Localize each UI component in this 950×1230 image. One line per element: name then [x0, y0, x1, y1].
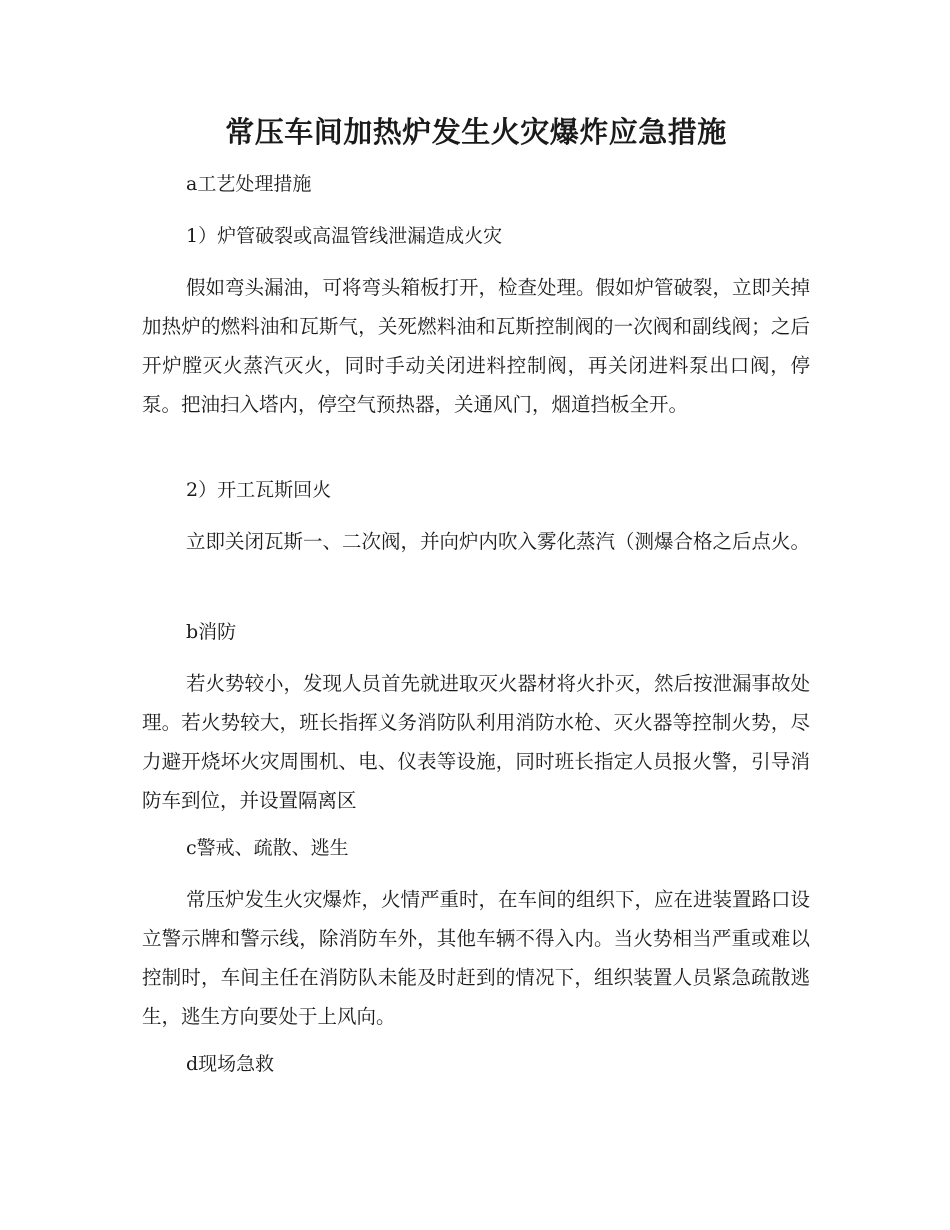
section-heading-firefighting: b消防 [186, 621, 237, 643]
paragraph-tube-rupture: 假如弯头漏油，可将弯头箱板打开，检查处理。假如炉管破裂，立即关掉加热炉的燃料油和瓦斯气，关死燃料油和瓦斯控制阀的一次阀和副线阀；之后开炉膛灭火蒸汽灭火，同时手动关闭进料控制阀，再关闭进料泵出口阀，停泵。把油扫入塔内，停空气预热器，关通风门，烟道挡板全开。 [142, 276, 811, 416]
section-heading-process: a工艺处理措施 [186, 173, 312, 195]
section-heading-first-aid: d现场急救 [186, 1053, 275, 1075]
document-title: 常压车间加热炉发生火灾爆炸应急措施 [225, 115, 727, 149]
subsection-heading-gas-backfire: 2）开工瓦斯回火 [186, 479, 332, 501]
paragraph-gas-backfire: 立即关闭瓦斯一、二次阀，并向炉内吹入雾化蒸汽（测爆合格之后点火。 [186, 530, 811, 553]
paragraph-evacuation: 常压炉发生火灾爆炸，火情严重时，在车间的组织下，应在进装置路口设立警示牌和警示线，除消防车外，其他车辆不得入内。当火势相当严重或难以控制时，车间主任在消防队未能及时赶到的情况下，组织装置人员紧急疏散逃生，逃生方向要处于上风向。 [142, 888, 811, 1028]
section-heading-evacuation: c警戒、疏散、逃生 [186, 837, 349, 859]
paragraph-firefighting: 若火势较小，发现人员首先就进取灭火器材将火扑灭，然后按泄漏事故处理。若火势较大，班长指挥义务消防队利用消防水枪、灭火器等控制火势，尽力避开烧坏火灾周围机、电、仪表等设施，同时班长指定人员报火警，引导消防车到位，并设置隔离区 [142, 672, 811, 812]
subsection-heading-tube-rupture: 1）炉管破裂或高温管线泄漏造成火灾 [186, 225, 503, 247]
